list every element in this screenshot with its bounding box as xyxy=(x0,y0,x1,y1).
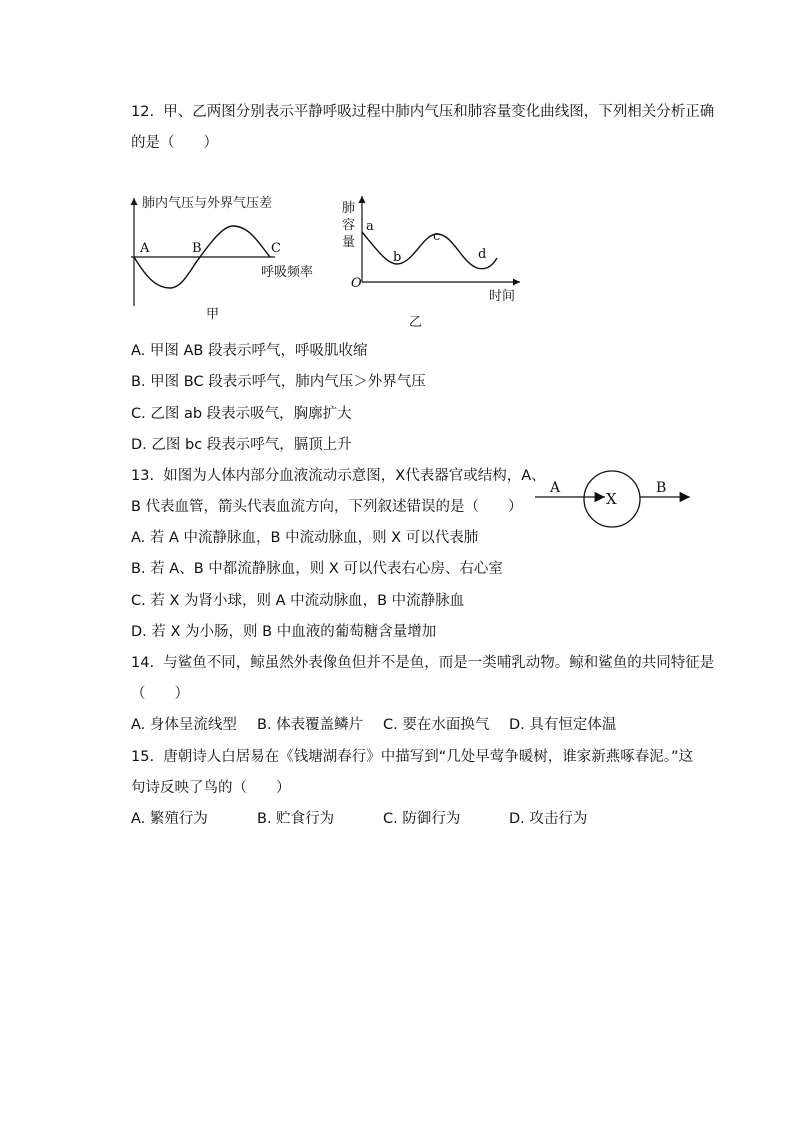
q12-stem-line1: 12. 甲、乙两图分别表示平静呼吸过程中肺内气压和肺容量变化曲线图，下列相关分析正确 xyxy=(131,104,715,120)
yi-point-a: a xyxy=(366,219,374,234)
yi-origin: O xyxy=(351,276,362,291)
vessel-b-label: B xyxy=(656,480,667,496)
jia-xlabel: 呼吸频率 xyxy=(261,265,314,280)
figure-yi xyxy=(337,192,527,334)
blood-flow-diagram xyxy=(530,468,696,538)
yi-caption: 乙 xyxy=(409,315,423,330)
q13-option-b: B. 若 A、B 中都流静脉血，则 X 可以代表右心房、右心室 xyxy=(131,561,503,577)
yi-volume-curve xyxy=(362,232,497,269)
jia-caption: 甲 xyxy=(206,307,220,322)
yi-ylabel-2: 容 xyxy=(342,218,356,233)
q13-stem-line1: 13. 如图为人体内部分血液流动示意图，X代表器官或结构，A、 xyxy=(131,468,546,484)
yi-point-b: b xyxy=(393,250,402,265)
q14-stem-line1: 14. 与鲨鱼不同，鲸虽然外表像鱼但并不是鱼，而是一类哺乳动物。鲸和鲨鱼的共同特征是 xyxy=(131,655,715,671)
yi-point-d: d xyxy=(478,247,487,262)
q14-option-d: D. 具有恒定体温 xyxy=(509,717,617,733)
vessel-a-label: A xyxy=(550,480,561,496)
q15-stem-line2: 句诗反映了鸟的（ ） xyxy=(131,780,291,796)
q15-stem-line1: 15. 唐朝诗人白居易在《钱塘湖春行》中描写到“几处早莺争暖树，谁家新燕啄春泥。”这 xyxy=(131,749,694,765)
q15-option-c: C. 防御行为 xyxy=(383,811,461,827)
q15-option-d: D. 攻击行为 xyxy=(509,811,588,827)
figure-jia xyxy=(125,190,325,330)
q13-option-c: C. 若 X 为肾小球，则 A 中流动脉血，B 中流静脉血 xyxy=(131,593,465,609)
q12-option-a: A. 甲图 AB 段表示呼气，呼吸肌收缩 xyxy=(131,343,368,359)
q13-option-d: D. 若 X 为小肠，则 B 中血液的葡萄糖含量增加 xyxy=(131,624,437,640)
yi-xlabel: 时间 xyxy=(489,289,516,304)
q12-option-b: B. 甲图 BC 段表示呼气，肺内气压＞外界气压 xyxy=(131,374,426,390)
q14-option-c: C. 要在水面换气 xyxy=(383,717,490,733)
q12-option-c: C. 乙图 ab 段表示吸气，胸廓扩大 xyxy=(131,406,352,422)
q15-option-a: A. 繁殖行为 xyxy=(131,811,208,827)
q14-option-a: A. 身体呈流线型 xyxy=(131,717,237,733)
q15-option-b: B. 贮食行为 xyxy=(257,811,335,827)
q14-options xyxy=(131,715,616,735)
q15-options xyxy=(131,809,587,829)
jia-ylabel: 肺内气压与外界气压差 xyxy=(142,196,273,211)
jia-point-a: A xyxy=(140,241,150,256)
jia-point-b: B xyxy=(192,241,202,256)
yi-ylabel-3: 量 xyxy=(342,235,356,250)
q12-stem-line2: 的是（ ） xyxy=(131,135,218,151)
q13-option-a: A. 若 A 中流静脉血，B 中流动脉血，则 X 可以代表肺 xyxy=(131,530,479,546)
q14-option-b: B. 体表覆盖鳞片 xyxy=(257,717,364,733)
yi-ylabel-1: 肺 xyxy=(342,201,356,216)
q14-stem-line2: （ ） xyxy=(131,686,189,702)
q13-stem-line2: B 代表血管，箭头代表血流方向，下列叙述错误的是（ ） xyxy=(131,499,523,515)
yi-point-c: c xyxy=(433,229,441,244)
q12-option-d: D. 乙图 bc 段表示呼气，膈顶上升 xyxy=(131,437,352,453)
organ-x-label: X xyxy=(606,490,617,508)
jia-point-c: C xyxy=(271,241,281,256)
